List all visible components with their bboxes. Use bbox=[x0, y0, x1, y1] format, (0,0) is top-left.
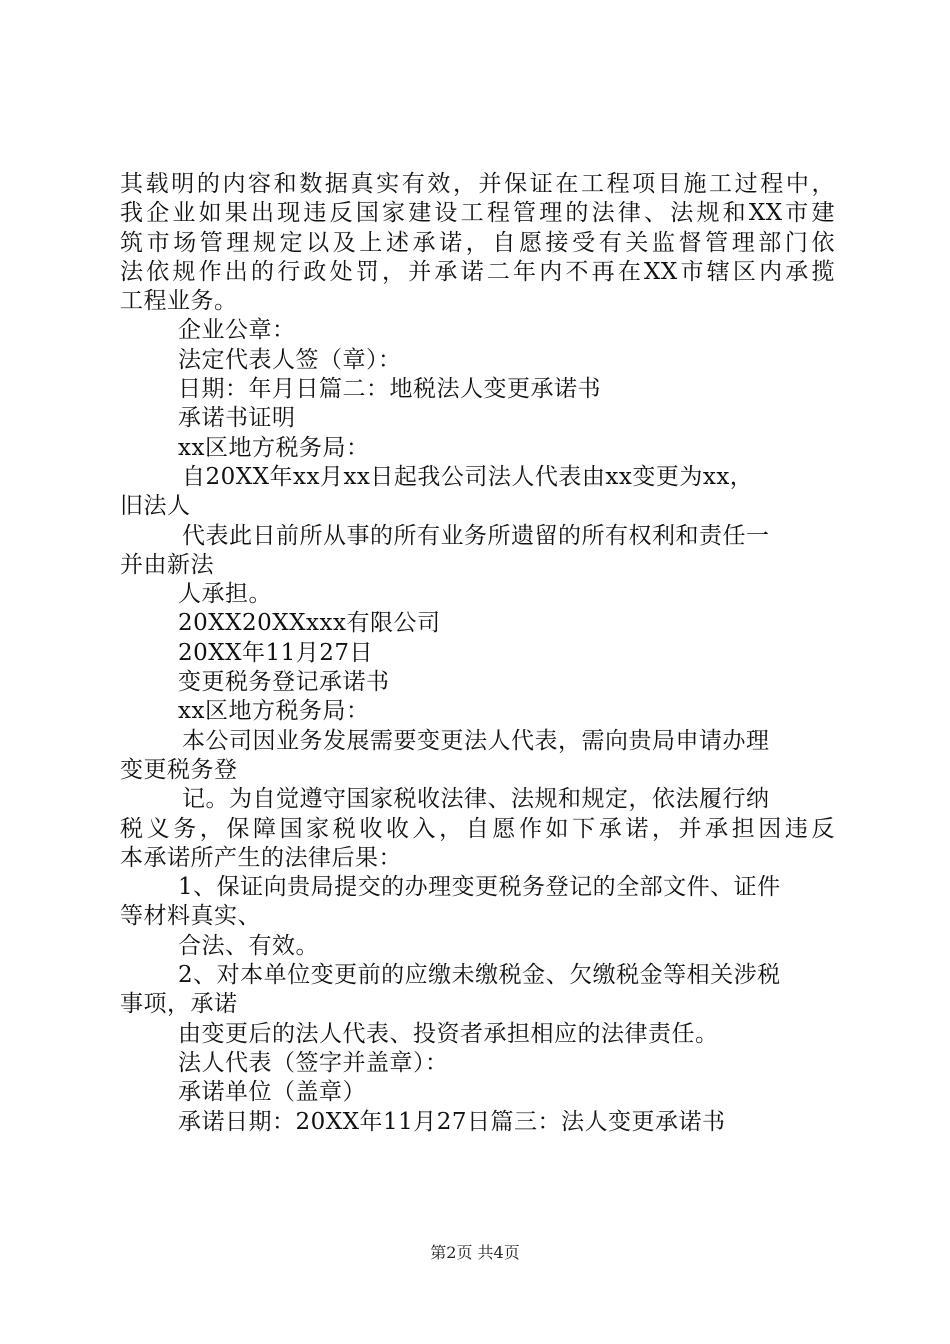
text-line: 并由新法 bbox=[120, 551, 214, 578]
text-line: 其载明的内容和数据真实有效，并保证在工程项目施工过程中， bbox=[120, 171, 835, 197]
text-line: 记。为自觉遵守国家税收法律、法规和规定，依法履行纳 bbox=[182, 786, 770, 813]
text-line: 法人代表（签字并盖章）： bbox=[178, 1049, 449, 1076]
text-line: xx区地方税务局： bbox=[178, 434, 370, 461]
text-line: 工程业务。 bbox=[120, 288, 238, 315]
text-line: 税义务，保障国家税收收入，自愿作如下承诺，并承担因违反 bbox=[120, 815, 835, 842]
text-line: xx区地方税务局： bbox=[178, 698, 370, 725]
text-line: 合法、有效。 bbox=[178, 932, 319, 959]
text-line: 日期：年月日篇二：地税法人变更承诺书 bbox=[178, 376, 601, 403]
text-line: 筑市场管理规定以及上述承诺，自愿接受有关监督管理部门依 bbox=[120, 229, 835, 256]
text-line: 本公司因业务发展需要变更法人代表，需向贵局申请办理 bbox=[182, 727, 770, 754]
text-line: 承诺单位（盖章） bbox=[178, 1079, 366, 1106]
text-line: 2、对本单位变更前的应缴未缴税金、欠缴税金等相关涉税 bbox=[178, 962, 781, 989]
text-line: 人承担。 bbox=[178, 581, 272, 608]
text-line: 变更税务登 bbox=[120, 756, 238, 783]
page-number-footer: 第2页 共4页 bbox=[430, 1243, 520, 1262]
text-line: 变更税务登记承诺书 bbox=[178, 669, 390, 696]
document-body bbox=[120, 170, 835, 1137]
text-line: 本承诺所产生的法律后果： bbox=[120, 844, 402, 871]
text-line: 由变更后的法人代表、投资者承担相应的法律责任。 bbox=[178, 1020, 719, 1047]
text-line: 我企业如果出现违反国家建设工程管理的法律、法规和XX市建 bbox=[120, 200, 835, 227]
text-line: 20XX20XXxxx有限公司 bbox=[178, 610, 441, 637]
text-line: 企业公章： bbox=[178, 317, 296, 344]
text-line: 法依规作出的行政处罚，并承诺二年内不再在XX市辖区内承揽 bbox=[120, 258, 835, 285]
text-line: 法定代表人签（章）： bbox=[178, 346, 402, 373]
text-line: 代表此日前所从事的所有业务所遗留的所有权利和责任一 bbox=[182, 522, 770, 549]
text-line: 承诺日期：20XX年11月27日篇三：法人变更承诺书 bbox=[178, 1108, 726, 1135]
text-line: 旧法人 bbox=[120, 493, 191, 520]
text-line: 1、保证向贵局提交的办理变更税务登记的全部文件、证件 bbox=[178, 874, 781, 901]
text-line: 事项，承诺 bbox=[120, 991, 238, 1018]
text-line: 承诺书证明 bbox=[178, 405, 296, 432]
text-line: 自20XX年xx月xx日起我公司法人代表由xx变更为xx， bbox=[182, 463, 754, 490]
text-line: 20XX年11月27日 bbox=[178, 639, 374, 666]
text-line: 等材料真实、 bbox=[120, 903, 261, 930]
